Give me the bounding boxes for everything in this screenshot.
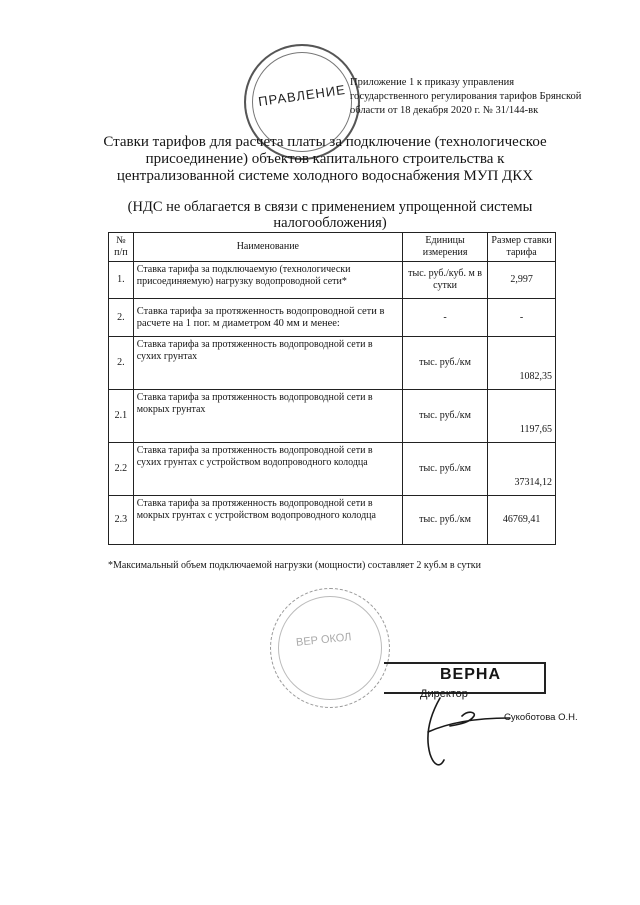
- signer-position: Директор: [420, 688, 468, 700]
- row-num: 2.: [109, 337, 134, 390]
- table-row: [109, 262, 556, 299]
- row-rate: 2,997: [488, 262, 556, 299]
- row-rate: 1082,35: [488, 337, 556, 390]
- row-name: Ставка тарифа за протяженность водопроводной сети в мокрых грунтах с устройством водопроводного колодца: [133, 496, 402, 545]
- table-row: [109, 496, 556, 545]
- certification-stamp-text: ВЕРНА: [440, 666, 502, 683]
- table-header-row: [109, 233, 556, 262]
- row-name: Ставка тарифа за протяженность водопроводной сети в сухих грунтах: [133, 337, 402, 390]
- table-row: [109, 390, 556, 443]
- tariff-table: [108, 232, 556, 545]
- appendix-line-1: Приложение 1 к приказу управления: [350, 77, 515, 88]
- table-row: [109, 443, 556, 496]
- document-title: Ставки тарифов для расчета платы за подключение (технологическое присоединение) объектов капитального строительства к централизованной системе холодного водоснабжения МУП ДКХ: [103, 134, 547, 184]
- signer-name: Сукоботова О.Н.: [504, 712, 578, 723]
- row-unit: тыс. руб./км: [402, 390, 487, 443]
- official-seal-bottom-text: ВЕР ОКОЛ: [295, 631, 352, 649]
- row-num: 2.3: [109, 496, 134, 545]
- appendix-note: [350, 76, 620, 118]
- row-rate: 37314,12: [488, 443, 556, 496]
- header-num: № п/п: [109, 233, 134, 262]
- vat-note: (НДС не облагается в связи с применением упрощенной системы налогообложения): [127, 199, 533, 231]
- row-rate: 46769,41: [488, 496, 556, 545]
- appendix-line-3: области от 18 декабря 2020 г. № 31/144-вк: [350, 105, 539, 116]
- row-rate: 1197,65: [488, 390, 556, 443]
- row-num: 2.: [109, 299, 134, 337]
- row-unit: -: [402, 299, 487, 337]
- header-unit: Единицы измерения: [402, 233, 487, 262]
- row-unit: тыс. руб./км: [402, 443, 487, 496]
- row-name: Ставка тарифа за протяженность водопроводной сети в расчете на 1 пог. м диаметром 40 мм и менее:: [133, 299, 402, 337]
- row-unit: тыс. руб./куб. м в сутки: [402, 262, 487, 299]
- handwritten-signature: [410, 692, 520, 772]
- table-row: [109, 299, 556, 337]
- row-num: 2.2: [109, 443, 134, 496]
- header-name: Наименование: [133, 233, 402, 262]
- row-unit: тыс. руб./км: [402, 337, 487, 390]
- official-seal-bottom: [270, 588, 390, 708]
- appendix-line-2: государственного регулирования тарифов Брянской: [350, 91, 582, 102]
- table-row: [109, 337, 556, 390]
- header-rate: Размер ставки тарифа: [488, 233, 556, 262]
- footnote: *Максимальный объем подключаемой нагрузки (мощности) составляет 2 куб.м в сутки: [108, 560, 481, 571]
- row-num: 2.1: [109, 390, 134, 443]
- row-name: Ставка тарифа за протяженность водопроводной сети в сухих грунтах с устройством водопроводного колодца: [133, 443, 402, 496]
- row-rate: -: [488, 299, 556, 337]
- row-name: Ставка тарифа за протяженность водопроводной сети в мокрых грунтах: [133, 390, 402, 443]
- row-name: Ставка тарифа за подключаемую (технологически присоединяемую) нагрузку водопроводной сети*: [133, 262, 402, 299]
- row-num: 1.: [109, 262, 134, 299]
- row-unit: тыс. руб./км: [402, 496, 487, 545]
- official-seal-top-text: ПРАВЛЕНИЕ: [257, 81, 347, 110]
